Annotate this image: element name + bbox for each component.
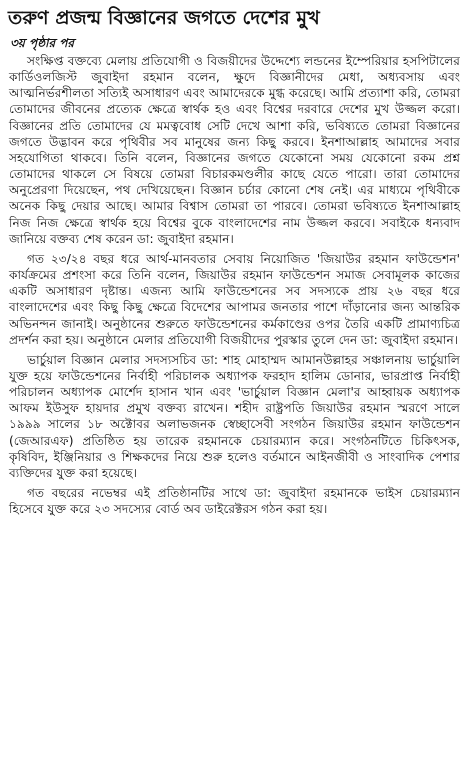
paragraph-3: ভার্চুয়াল বিজ্ঞান মেলার সদস্যসচিব ডা: শাহ মোহাম্মদ আমানউল্লাহর সঞ্চালনায় ভার্চুয়ালি যুক্ত হয়ে ফাউন্ডেশনের নির্বাহী পরিচালক অধ্যাপক ফরহাদ হালিম ডোনার, ভারপ্রাপ্ত নির্বাহী পরিচালন অধ্যাপক মোর্শেদ হাসান খান এবং 'ভার্চুয়াল বিজ্ঞান মেলা'র আহ্বায়ক অধ্যাপক আফম ইউসুফ হায়দার প্রমুখ বক্তব্য রাখেন। শহীদ রাষ্ট্রপতি জিয়াউর রহমান স্মরণে সালে ১৯৯৯ সালের ১৮ অক্টোবর অলাভজনক স্বেচ্ছাসেবী সংগঠন জিয়াউর রহমান ফাউন্ডেশন (জেআরএফ) প্রতিষ্ঠিত হয় তারেক রহমানকে চেয়ারম্যান করে। সংগঠনটিতে চিকিৎসক, কৃষিবিদ, ইঞ্জিনিয়ার ও শিক্ষকদের নিয়ে শুরু হলেও বর্তমানে আইনজীবী ও সাংবাদিক পেশার ব্যক্তিদের যুক্ত করা হয়েছে।: [9, 352, 460, 480]
paragraph-1: সংক্ষিপ্ত বক্তব্যে মেলায় প্রতিযোগী ও বিজয়ীদের উদ্দেশ্যে লন্ডনের ইম্পেরিয়ার হসপিটালের কার্ডিওলজিস্ট জুবাইদা রহমান বলেন, ক্ষুদে বিজ্ঞানীদের মেধা, অধ্যবসায় এবং আত্মনির্ভরশীলতা সত্যিই অসাধারণ এবং আমাদেরকে মুগ্ধ করেছে। আমি প্রত্যাশা করি, তোমরা তোমাদের জীবনের প্রত্যেক ক্ষেত্রে স্বার্থক হও এবং বিশ্বের দরবারে দেশের মুখ উজ্জল করো। বিজ্ঞানের প্রতি তোমাদের যে মমত্ববোধ সেটি দেখে আশা করি, ভবিষ্যতে তোমরা বিজ্ঞানের জগতে উদ্ভাবন করে পৃথিবীর সব মানুষের জন্য কিছু করবে। ইনশাআল্লাহ আমাদের সবার সহযোগিতা থাকবে। তিনি বলেন, বিজ্ঞানের জগতে যেকোনো সময় যেকোনো রকম প্রশ্ন তোমাদের থাকলে সে বিষয়ে তোমরা বিচারকমণ্ডলীর কাছে যেতে পারো। তারা তোমাদের অনুপ্রেরণা দিয়েছেন, পথ দেখিয়েছেন। বিজ্ঞান চর্চার কোনো শেষ নেই। এর মাধ্যমে পৃথিবীকে অনেক কিছু দেয়ার আছে। আমার বিশ্বাস তোমরা তা পারবে। তোমরা ভবিষ্যতে ইনশাআল্লাহ নিজ নিজ ক্ষেত্রে স্বার্থক হয়ে বিশ্বের বুকে বাংলাদেশের নাম উজ্জল করবে। সবাইকে ধন্যবাদ জানিয়ে বক্তব্য শেষ করেন ডা: জুবাইদা রহমান।: [9, 54, 460, 246]
continuation-note: ৩য় পৃষ্ঠার পর: [10, 36, 75, 50]
paragraph-4: গত বছরের নভেম্বর এই প্রতিষ্ঠানটির সাথে ডা: জুবাইদা রহমানকে ভাইস চেয়ারম্যান হিসেবে যুক্ত করে ২৩ সদস্যের বোর্ড অব ডাইরেক্টরস গঠন করা হয়।: [9, 486, 460, 517]
paragraph-2: গত ২৩/২৪ বছর ধরে আর্থ-মানবতার সেবায় নিয়োজিত 'জিয়াউর রহমান ফাউন্ডেশন' কার্যক্রমের প্রশংসা করে তিনি বলেন, জিয়াউর রহমান ফাউন্ডেশন সমাজ সেবামূলক কাজের একটি অসাধারণ দৃষ্টান্ত। এজন্য আমি ফাউন্ডেশনের সব সদস্যকে প্রায় ২৬ বছর ধরে বাংলাদেশের এবং কিছু কিছু ক্ষেত্রে বিদেশের আপামর জনতার পাশে দাঁড়ানোর জন্য আন্তরিক অভিনন্দন জানাই। অনুষ্ঠানের শুরুতে ফাউন্ডেশনের কর্মকাণ্ডের ওপর তৈরি একটি প্রামাণ্যচিত্র প্রদর্শন করা হয়। অনুষ্ঠানে মেলার প্রতিযোগী বিজয়ীদের পুরস্কার তুলে দেন ডা: জুবাইদা রহমান।: [9, 251, 460, 347]
headline: তরুণ প্রজন্ম বিজ্ঞানের জগতে দেশের মুখ: [8, 7, 320, 29]
article-body: [0, 51, 469, 517]
